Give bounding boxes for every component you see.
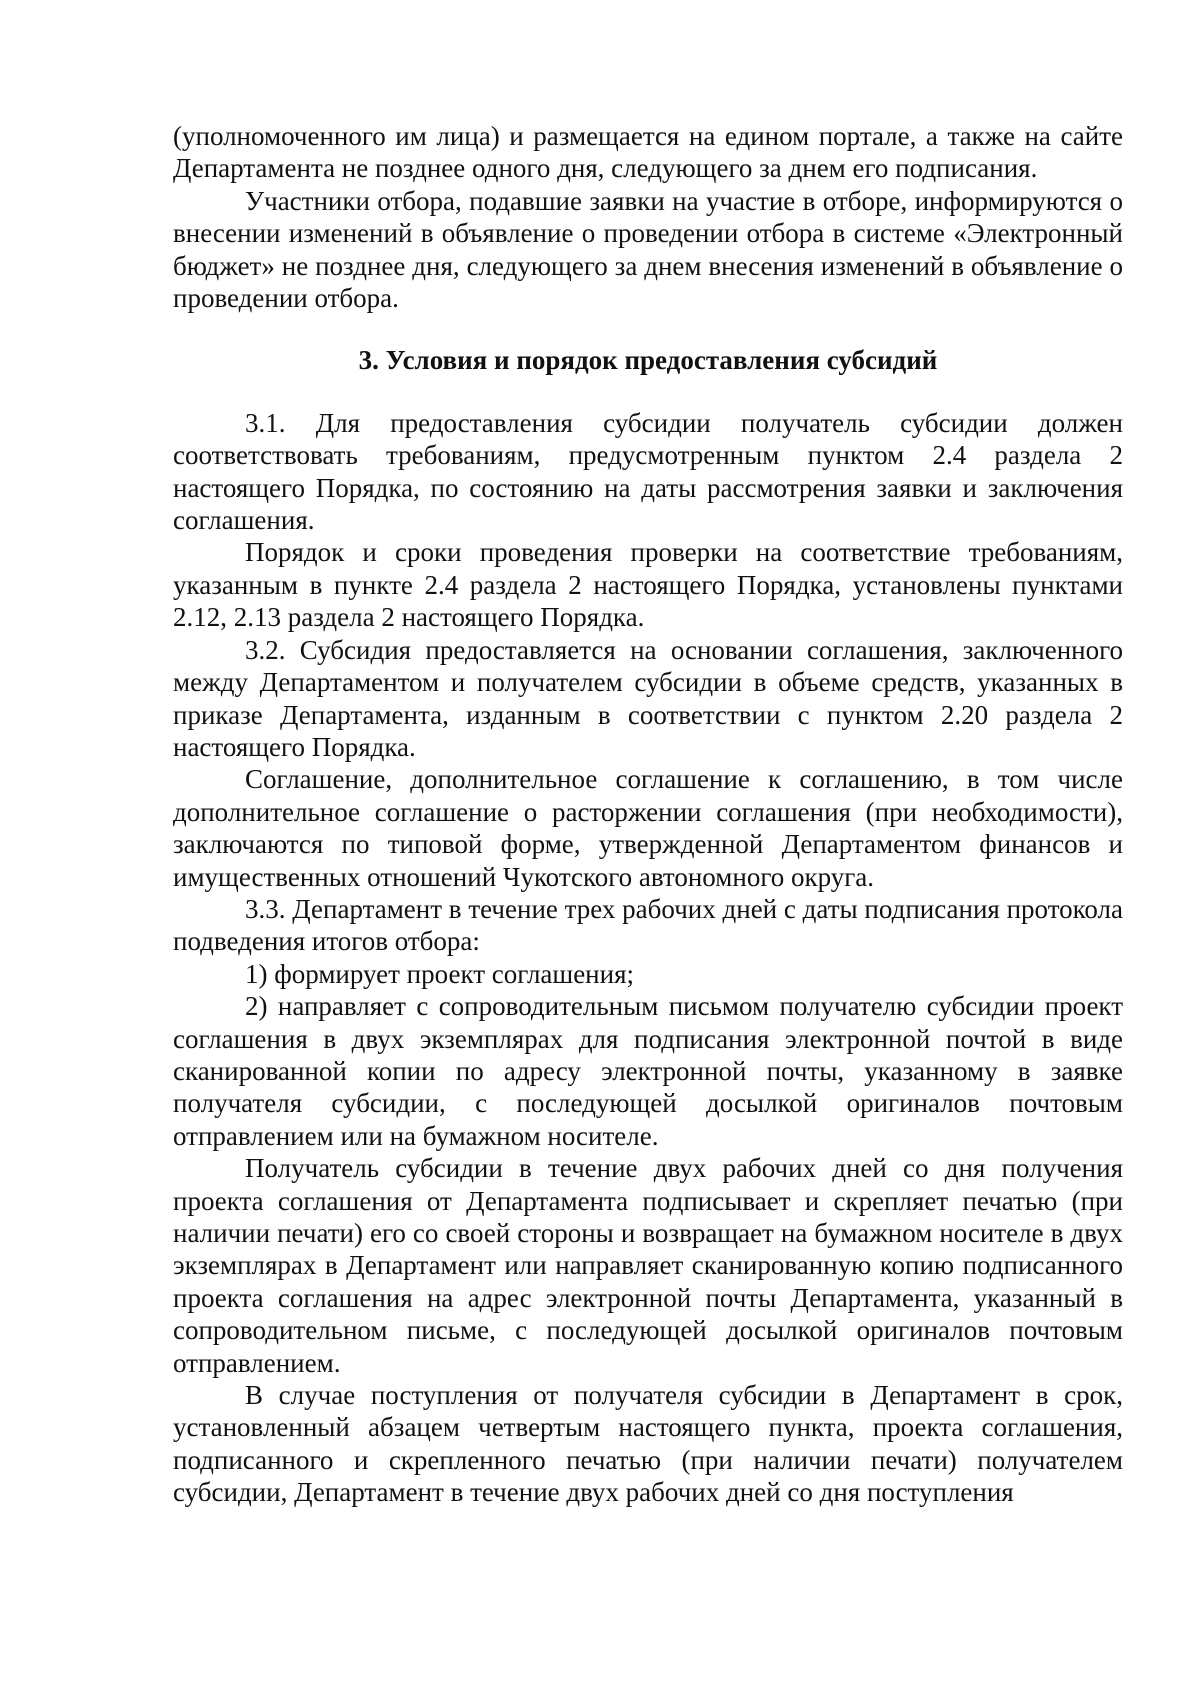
document-page: [173, 120, 1123, 1509]
paragraph-3-2: 3.2. Субсидия предоставляется на основании соглашения, заключенного между Департаментом и получателем субсидии в объеме средств, указанных в приказе Департамента, изданным в соответствии с пунктом 2.20 раздела 2 настоящего Порядка.: [173, 634, 1123, 762]
paragraph-recipient-signing: Получатель субсидии в течение двух рабочих дней со дня получения проекта соглашения от Департамента подписывает и скрепляет печатью (при наличии печати) его со своей стороны и возвращает на бумажном носителе в двух экземплярах в Департамент или направляет сканированную копию подписанного проекта соглашения на адрес электронной почты Департамента, указанный в сопроводительном письме, с последующей досылкой оригиналов почтовым отправлением.: [173, 1153, 1123, 1378]
paragraph-2: Участники отбора, подавшие заявки на участие в отборе, информируются о внесении изменений в объявление о проведении отбора в системе «Электронный бюджет» не позднее дня, следующего за днем внесения изменений в объявление о проведении отбора.: [173, 185, 1123, 314]
paragraph-receipt-case: В случае поступления от получателя субсидии в Департамент в срок, установленный абзацем четвертым настоящего пункта, проекта соглашения, подписанного и скрепленного печатью (при наличии печати) получателем субсидии, Департамент в течение двух рабочих дней со дня поступления: [173, 1380, 1123, 1508]
paragraph-3-1: 3.1. Для предоставления субсидии получатель субсидии должен соответствовать требованиям, предусмотренным пунктом 2.4 раздела 2 настоящего Порядка, по состоянию на даты рассмотрения заявки и заключения соглашения.: [173, 407, 1123, 536]
paragraph-3-3: 3.3. Департамент в течение трех рабочих дней с даты подписания протокола подведения итогов отбора:: [173, 893, 1123, 957]
section-heading: 3. Условия и порядок предоставления субсидий: [358, 345, 938, 376]
paragraph-1: (уполномоченного им лица) и размещается на едином портале, а также на сайте Департамента не позднее одного дня, следующего за днем его подписания.: [173, 121, 1123, 184]
paragraph-3-2-agreement-form: Соглашение, дополнительное соглашение к соглашению, в том числе дополнительное соглашение о расторжении соглашения (при необходимости), заключаются по типовой форме, утвержденной Департаментом финансов и имущественных отношений Чукотского автономного округа.: [173, 764, 1123, 892]
paragraph-3-1-procedure: Порядок и сроки проведения проверки на соответствие требованиям, указанным в пункте 2.4 раздела 2 настоящего Порядка, установлены пунктами 2.12, 2.13 раздела 2 настоящего Порядка.: [173, 537, 1123, 633]
list-item-2: 2) направляет с сопроводительным письмом получателю субсидии проект соглашения в двух экземплярах для подписания электронной почтой в виде сканированной копии по адресу электронной почты, указанному в заявке получателя субсидии, с последующей досылкой оригиналов почтовым отправлением или на бумажном носителе.: [173, 991, 1123, 1151]
list-item-1: 1) формирует проект соглашения;: [245, 958, 634, 989]
